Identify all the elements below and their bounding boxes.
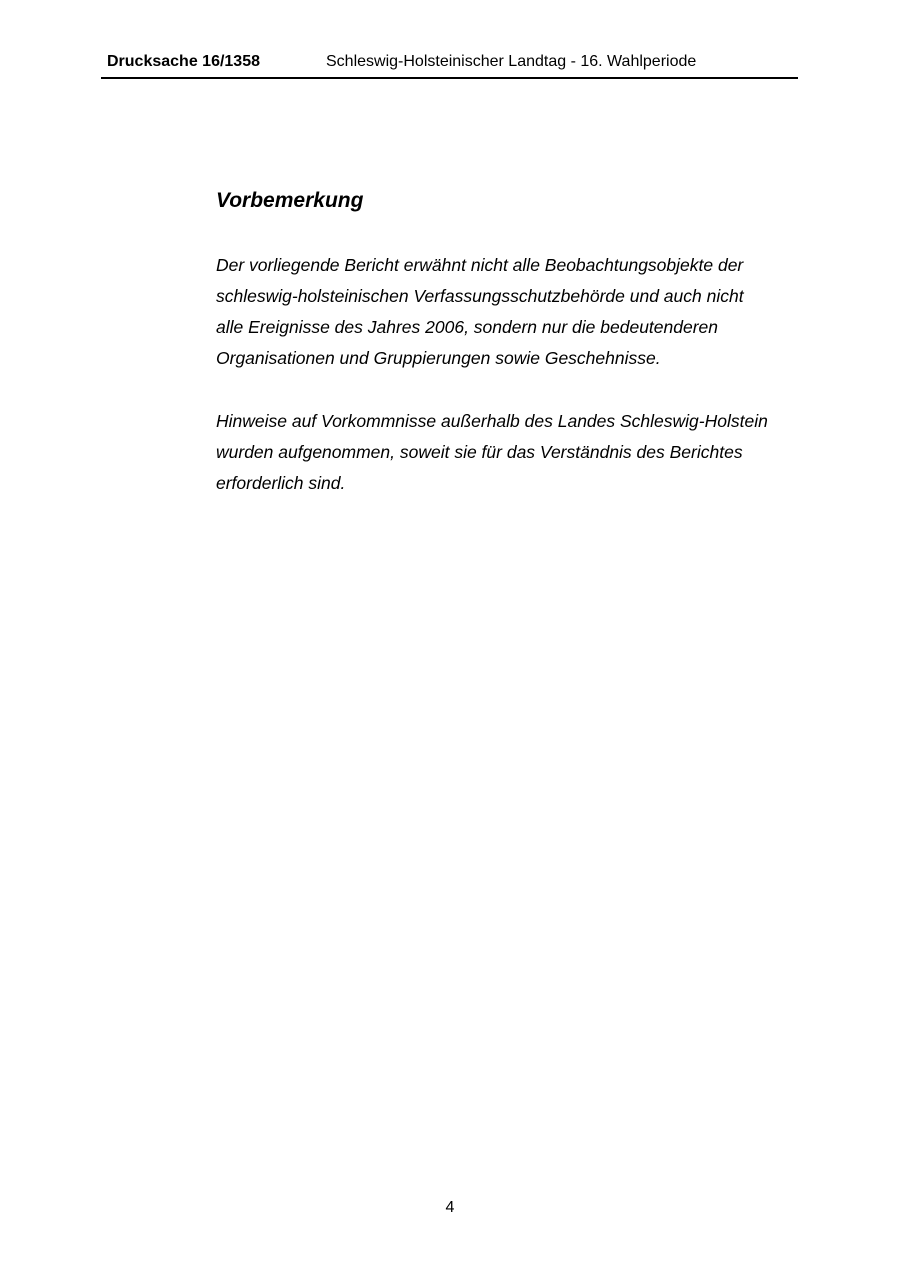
paragraph-line: Hinweise auf Vorkommnisse außerhalb des Landes Schleswig-Holstein	[216, 411, 768, 431]
paragraph-notes	[216, 406, 796, 499]
document-number: Drucksache 16/1358	[107, 53, 260, 70]
page-header	[101, 50, 798, 79]
page-number: 4	[445, 1199, 455, 1216]
paragraph-line: Der vorliegende Bericht erwähnt nicht alle Beobachtungsobjekte der	[216, 255, 744, 275]
paragraph-line: schleswig-holsteinischen Verfassungsschutzbehörde und auch nicht	[216, 286, 744, 306]
header-title: Schleswig-Holsteinischer Landtag - 16. Wahlperiode	[326, 53, 697, 70]
main-content	[216, 186, 796, 531]
paragraph-line: erforderlich sind.	[216, 473, 346, 493]
paragraph-intro	[216, 250, 796, 374]
section-heading: Vorbemerkung	[216, 189, 364, 212]
paragraph-line: wurden aufgenommen, soweit sie für das Verständnis des Berichtes	[216, 442, 743, 462]
paragraph-line: alle Ereignisse des Jahres 2006, sondern nur die bedeutenderen	[216, 317, 719, 337]
paragraph-line: Organisationen und Gruppierungen sowie Geschehnisse.	[216, 348, 661, 368]
